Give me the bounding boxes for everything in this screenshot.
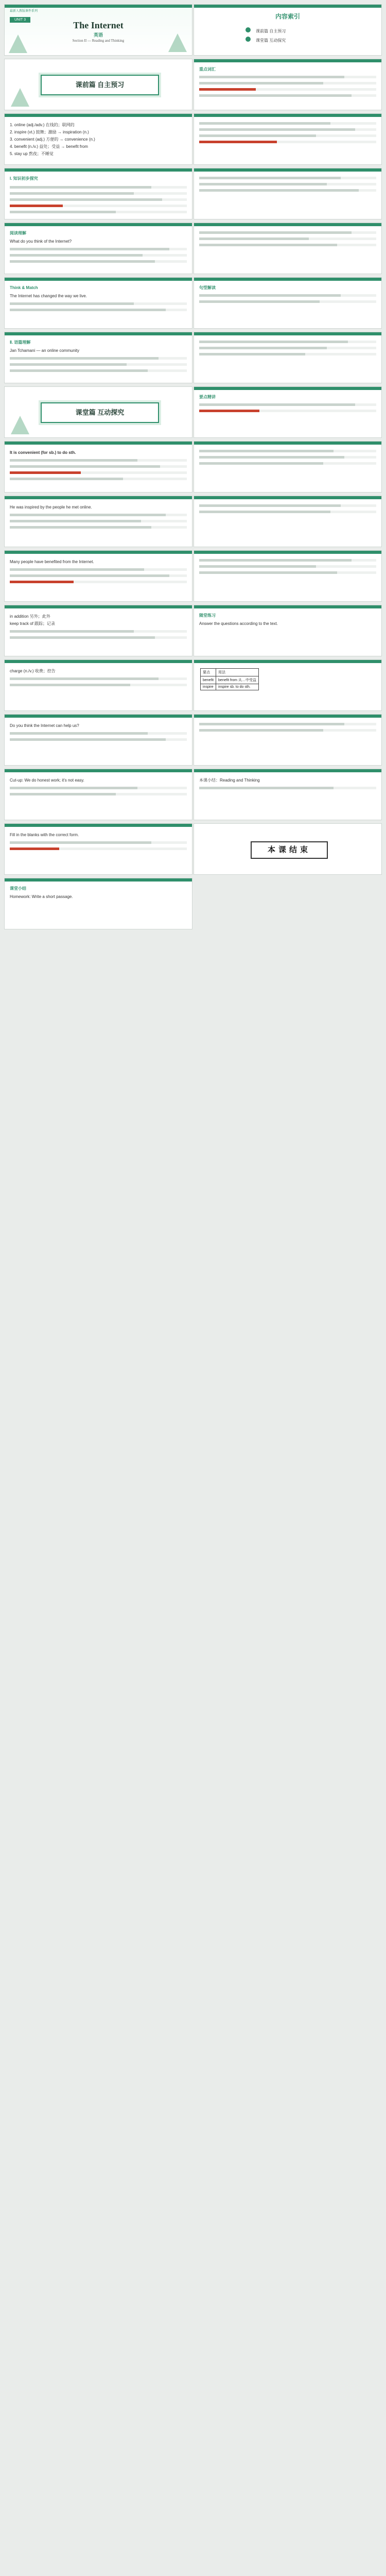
content-slide [4,441,192,493]
publisher-tag: 最新人教版课件系列 [10,10,38,13]
content-slide [194,550,382,602]
content-slide [194,168,382,219]
snippet-line: He was inspired by the people he met online. [10,505,92,510]
banner-slide-preview [4,386,192,438]
lesson-title: The Internet [73,20,124,30]
content-slide [4,659,192,711]
section-heading: 阅读理解 [10,231,26,235]
content-slide [194,277,382,329]
leaf-decoration [168,33,187,52]
content-slide [194,223,382,274]
index-item[interactable]: 课前篇 自主预习 [256,29,286,33]
index-slide [194,4,382,56]
index-marker-icon [245,27,251,32]
index-item[interactable]: 课堂篇 互动探究 [256,38,286,43]
snippet-line: Homework: Write a short passage. [10,894,73,899]
table-slide [194,659,382,711]
content-slide [4,168,192,219]
snippet-line: in addition 另外；此外 [10,614,50,619]
leaf-decoration [9,35,27,53]
content-slide [194,441,382,493]
section-heading: Ⅱ. 语篇理解 [10,340,31,345]
table-cell: inspire sb. to do sth. [216,684,259,690]
slide-band [5,5,192,8]
snippet-line: Jan Tchamani — an online community [10,348,80,353]
table-cell: benefit [201,676,216,684]
content-slide [194,605,382,656]
snippet-line: 3. convenient (adj.) 方便的 → convenience (n.) [10,137,95,142]
content-slide [4,714,192,766]
content-slide [194,714,382,766]
index-marker-icon [245,37,251,42]
leaf-decoration [11,88,29,107]
snippet-line: What do you think of the Internet? [10,239,72,244]
snippet-line: 本课小结：Reading and Thinking [199,778,260,783]
table-cell: 要点 [201,669,216,676]
unit-label: UNIT 3 [10,17,30,23]
section-heading: 句型解读 [199,285,216,290]
content-slide [4,769,192,820]
content-slide [4,823,192,875]
snippet-line: The Internet has changed the way we live. [10,294,87,298]
snippet-line: 4. benefit (n./v.) 益处；受益 → benefit from [10,144,88,149]
snippet-line: Fill in the blanks with the correct form. [10,833,79,837]
snippet-line: Many people have benefited from the Internet. [10,560,94,564]
snippet-line: charge (n./v.) 收费；控告 [10,669,56,673]
leaf-decoration [11,416,29,434]
snippet-line: keep track of 跟踪；记录 [10,621,56,626]
section-heading: Think & Match [10,285,38,290]
content-slide [4,223,192,274]
end-of-lesson-box: 本课结束 [251,841,328,859]
content-slide [194,386,382,438]
table-cell: inspire [201,684,216,690]
snippet-line: Cut-up: We do honest work; it's not easy. [10,778,84,783]
content-slide [4,332,192,383]
end-slide [194,823,382,875]
content-slide [194,769,382,820]
snippet-line: Do you think the Internet can help us? [10,723,79,728]
content-slide [4,496,192,547]
content-slide [194,59,382,110]
table-cell: benefit from 从…中受益 [216,676,259,684]
section-heading: 要点精讲 [199,395,216,399]
section-heading: 随堂练习 [199,613,216,618]
lesson-subtitle-cn: 英语 [93,32,103,38]
snippet-line: 5. stay up 熬夜；不睡觉 [10,151,54,156]
content-slide [4,277,192,329]
points-table [200,668,259,690]
banner-slide-preview [4,59,192,110]
content-slide [194,113,382,165]
snippet-line: Answer the questions according to the text. [199,621,278,626]
section-heading: 课堂小结 [10,886,26,891]
content-slide [194,496,382,547]
snippet-line: It is convenient (for sb.) to do sth. [10,450,76,455]
snippet-line: 2. inspire (vt.) 鼓舞；激励 → inspiration (n.) [10,130,89,134]
table-cell: 用法 [216,669,259,676]
section-banner: 课堂篇 互动探究 [41,402,159,423]
section-heading: 重点词汇 [199,67,216,72]
content-slide [4,605,192,656]
content-slide [4,113,192,165]
content-slide [194,332,382,383]
section-heading: I. 知识初步探究 [10,176,38,181]
index-heading: 内容索引 [275,13,300,20]
snippet-line: 1. online (adj./adv.) 在线的；联网的 [10,123,75,127]
content-slide [4,550,192,602]
section-banner: 课前篇 自主预习 [41,75,159,95]
title-slide [4,4,192,56]
content-slide [4,878,192,929]
section-line: Section II — Reading and Thinking [72,39,125,43]
